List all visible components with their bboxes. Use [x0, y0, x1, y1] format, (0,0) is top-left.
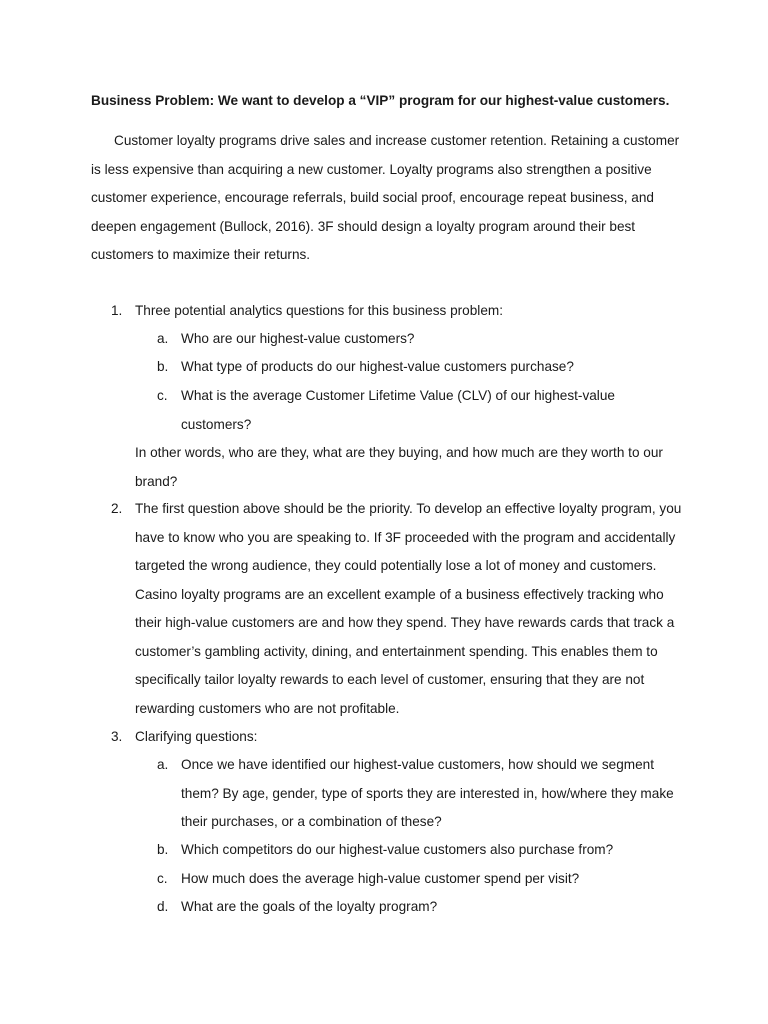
- sub-item-letter: a.: [157, 331, 169, 346]
- list-item-followup: In other words, who are they, what are they buying, and how much are they worth to our brand?: [135, 445, 663, 489]
- list-item-text: Clarifying questions:: [135, 729, 258, 744]
- sub-item-text: Once we have identified our highest-value customers, how should we segment them? By age, gender, type of sports they are interested in, how/where they make their purchases, or a combination of these?: [181, 757, 674, 829]
- sub-item-text: What are the goals of the loyalty program?: [181, 899, 438, 914]
- sub-item-text: What type of products do our highest-value customers purchase?: [181, 359, 574, 374]
- list-item-number: 3.: [111, 729, 123, 744]
- sub-item-text: Who are our highest-value customers?: [181, 331, 415, 346]
- sub-item-text: Which competitors do our highest-value customers also purchase from?: [181, 842, 614, 857]
- sub-item-letter: d.: [157, 899, 169, 914]
- sub-item-letter: c.: [157, 871, 168, 886]
- list-item-number: 1.: [111, 303, 123, 318]
- document-title: Business Problem: We want to develop a “VIP” program for our highest-value customers.: [91, 93, 670, 108]
- sub-item-letter: a.: [157, 757, 169, 772]
- list-item-text: The first question above should be the priority. To develop an effective loyalty program, you have to know who you are speaking to. If 3F proceeded with the program and accidentally targeted the wrong audience, they could potentially lose a lot of money and customers. Casino loyalty programs are an excellent example of a business effectively tracking who their high-value customers are and how they spend. They have rewards cards that track a customer’s gambling activity, dining, and entertainment spending. This enables them to specifically tailor loyalty rewards to each level of customer, ensuring that they are not rewarding customers who are not profitable.: [135, 501, 682, 716]
- sub-item-letter: b.: [157, 842, 169, 857]
- sub-item-letter: b.: [157, 359, 169, 374]
- sub-item-text: What is the average Customer Lifetime Value (CLV) of our highest-value customers?: [181, 388, 615, 432]
- sub-item-text: How much does the average high-value customer spend per visit?: [181, 871, 580, 886]
- sub-item-letter: c.: [157, 388, 168, 403]
- intro-paragraph: Customer loyalty programs drive sales and increase customer retention. Retaining a customer is less expensive than acquiring a new customer. Loyalty programs also strengthen a positive customer experience, encourage referrals, build social proof, encourage repeat business, and deepen engagement (Bullock, 2016). 3F should design a loyalty program around their best customers to maximize their returns.: [91, 133, 680, 262]
- list-item-number: 2.: [111, 501, 123, 516]
- list-item-text: Three potential analytics questions for this business problem:: [135, 303, 503, 318]
